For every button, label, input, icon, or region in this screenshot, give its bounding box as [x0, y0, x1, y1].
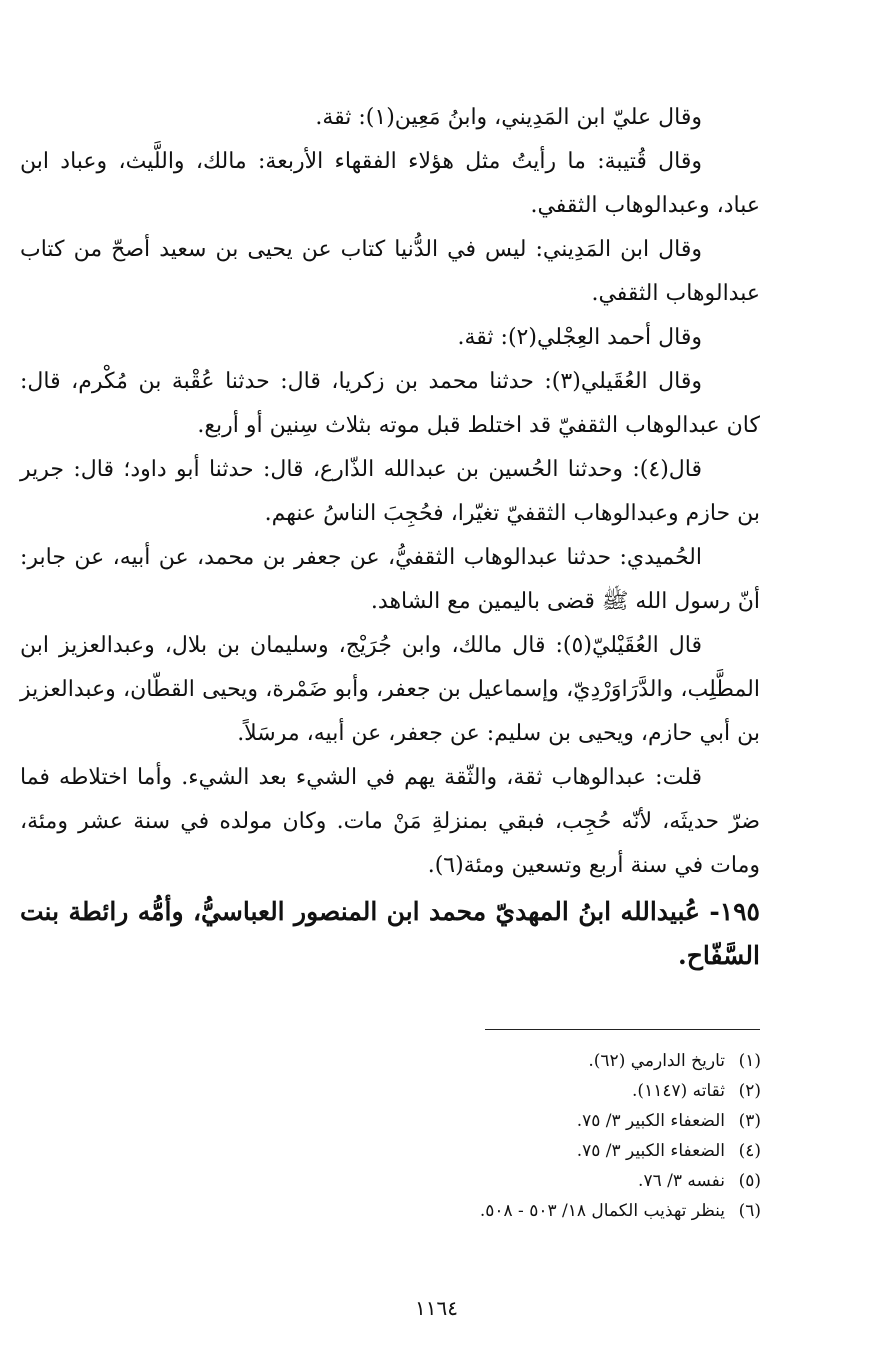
footnote-text: ثقاته (١١٤٧). [632, 1081, 725, 1101]
footnote-item [161, 1196, 761, 1226]
footnotes-list [161, 1046, 761, 1226]
footnote-text: الضعفاء الكبير ٣/ ٧٥. [576, 1111, 725, 1131]
paragraph: قلت: عبدالوهاب ثقة، والثّقة يهم في الشيء بعد الشيء. وأما اختلاطه فما ضرّ حديثَه، لأنّه حُجِب، فبقي بمنزلةِ مَنْ مات. وكان مولده في سنة عشر ومئة، ومات في سنة أربع وتسعين ومئة(٦). [20, 765, 760, 878]
footnote-number: (٥) [738, 1171, 761, 1191]
footnote-divider [485, 1029, 760, 1030]
footnote-item [161, 1076, 761, 1106]
main-text [20, 96, 760, 978]
footnote-number: (٣) [738, 1111, 761, 1131]
footnote-text: تاريخ الدارمي (٦٢). [588, 1051, 725, 1071]
paragraph: وقال قُتيبة: ما رأيتُ مثل هؤلاء الفقهاء الأربعة: مالك، واللَّيث، وعباد ابن عباد، وعبدالوهاب الثقفي. [20, 149, 760, 218]
footnote-number: (١) [738, 1051, 761, 1071]
footnote-text: نفسه ٣/ ٧٦. [638, 1171, 725, 1191]
paragraph: وقال ابن المَدِيني: ليس في الدُّنيا كتاب عن يحيى بن سعيد أصحّ من كتاب عبدالوهاب الثقفي. [20, 237, 760, 306]
page-number: ١١٦٤ [415, 1296, 458, 1320]
paragraph: قال العُقَيْليّ(٥): قال مالك، وابن جُرَيْج، وسليمان بن بلال، وعبدالعزيز ابن المطَّلِب، والدَّرَاوَرْدِيّ، وإسماعيل بن جعفر، وأبو ضَمْرة، ويحيى القطّان، وعبدالعزيز بن أبي حازم، ويحيى بن سليم: عن جعفر، عن أبيه، مرسَلاً. [20, 633, 760, 746]
entry-heading: ١٩٥- عُبيدالله ابنُ المهديّ محمد ابن المنصور العباسيُّ، وأمُّه رائطة بنت السَّفّاح. [20, 897, 760, 970]
paragraph: قال(٤): وحدثنا الحُسين بن عبدالله الذّارع، قال: حدثنا أبو داود؛ قال: جرير بن حازم وعبدالوهاب الثقفيّ تغيّرا، فحُجِبَ الناسُ عنهم. [20, 457, 760, 526]
footnote-text: ينظر تهذيب الكمال ١٨/ ٥٠٣ - ٥٠٨. [479, 1201, 725, 1221]
paragraph: وقال عليّ ابن المَدِيني، وابنُ مَعِين(١): ثقة. [315, 105, 702, 130]
footnote-number: (٢) [738, 1081, 761, 1101]
footnote-number: (٦) [738, 1201, 761, 1221]
footnote-item [161, 1166, 761, 1196]
paragraph: الحُميدي: حدثنا عبدالوهاب الثقفيُّ، عن جعفر بن محمد، عن أبيه، عن جابر: أنّ رسول الله ﷺ قضى باليمين مع الشاهد. [20, 545, 760, 614]
footnote-text: الضعفاء الكبير ٣/ ٧٥. [576, 1141, 725, 1161]
footnote-number: (٤) [738, 1141, 761, 1161]
footnote-item [161, 1106, 761, 1136]
footnote-item [161, 1136, 761, 1166]
paragraph: وقال العُقَيلي(٣): حدثنا محمد بن زكريا، قال: حدثنا عُقْبة بن مُكْرم، قال: كان عبدالوهاب الثقفيّ قد اختلط قبل موته بثلاث سِنين أو أربع. [20, 369, 760, 438]
footnote-item [161, 1046, 761, 1076]
paragraph: وقال أحمد العِجْلي(٢): ثقة. [457, 325, 702, 350]
